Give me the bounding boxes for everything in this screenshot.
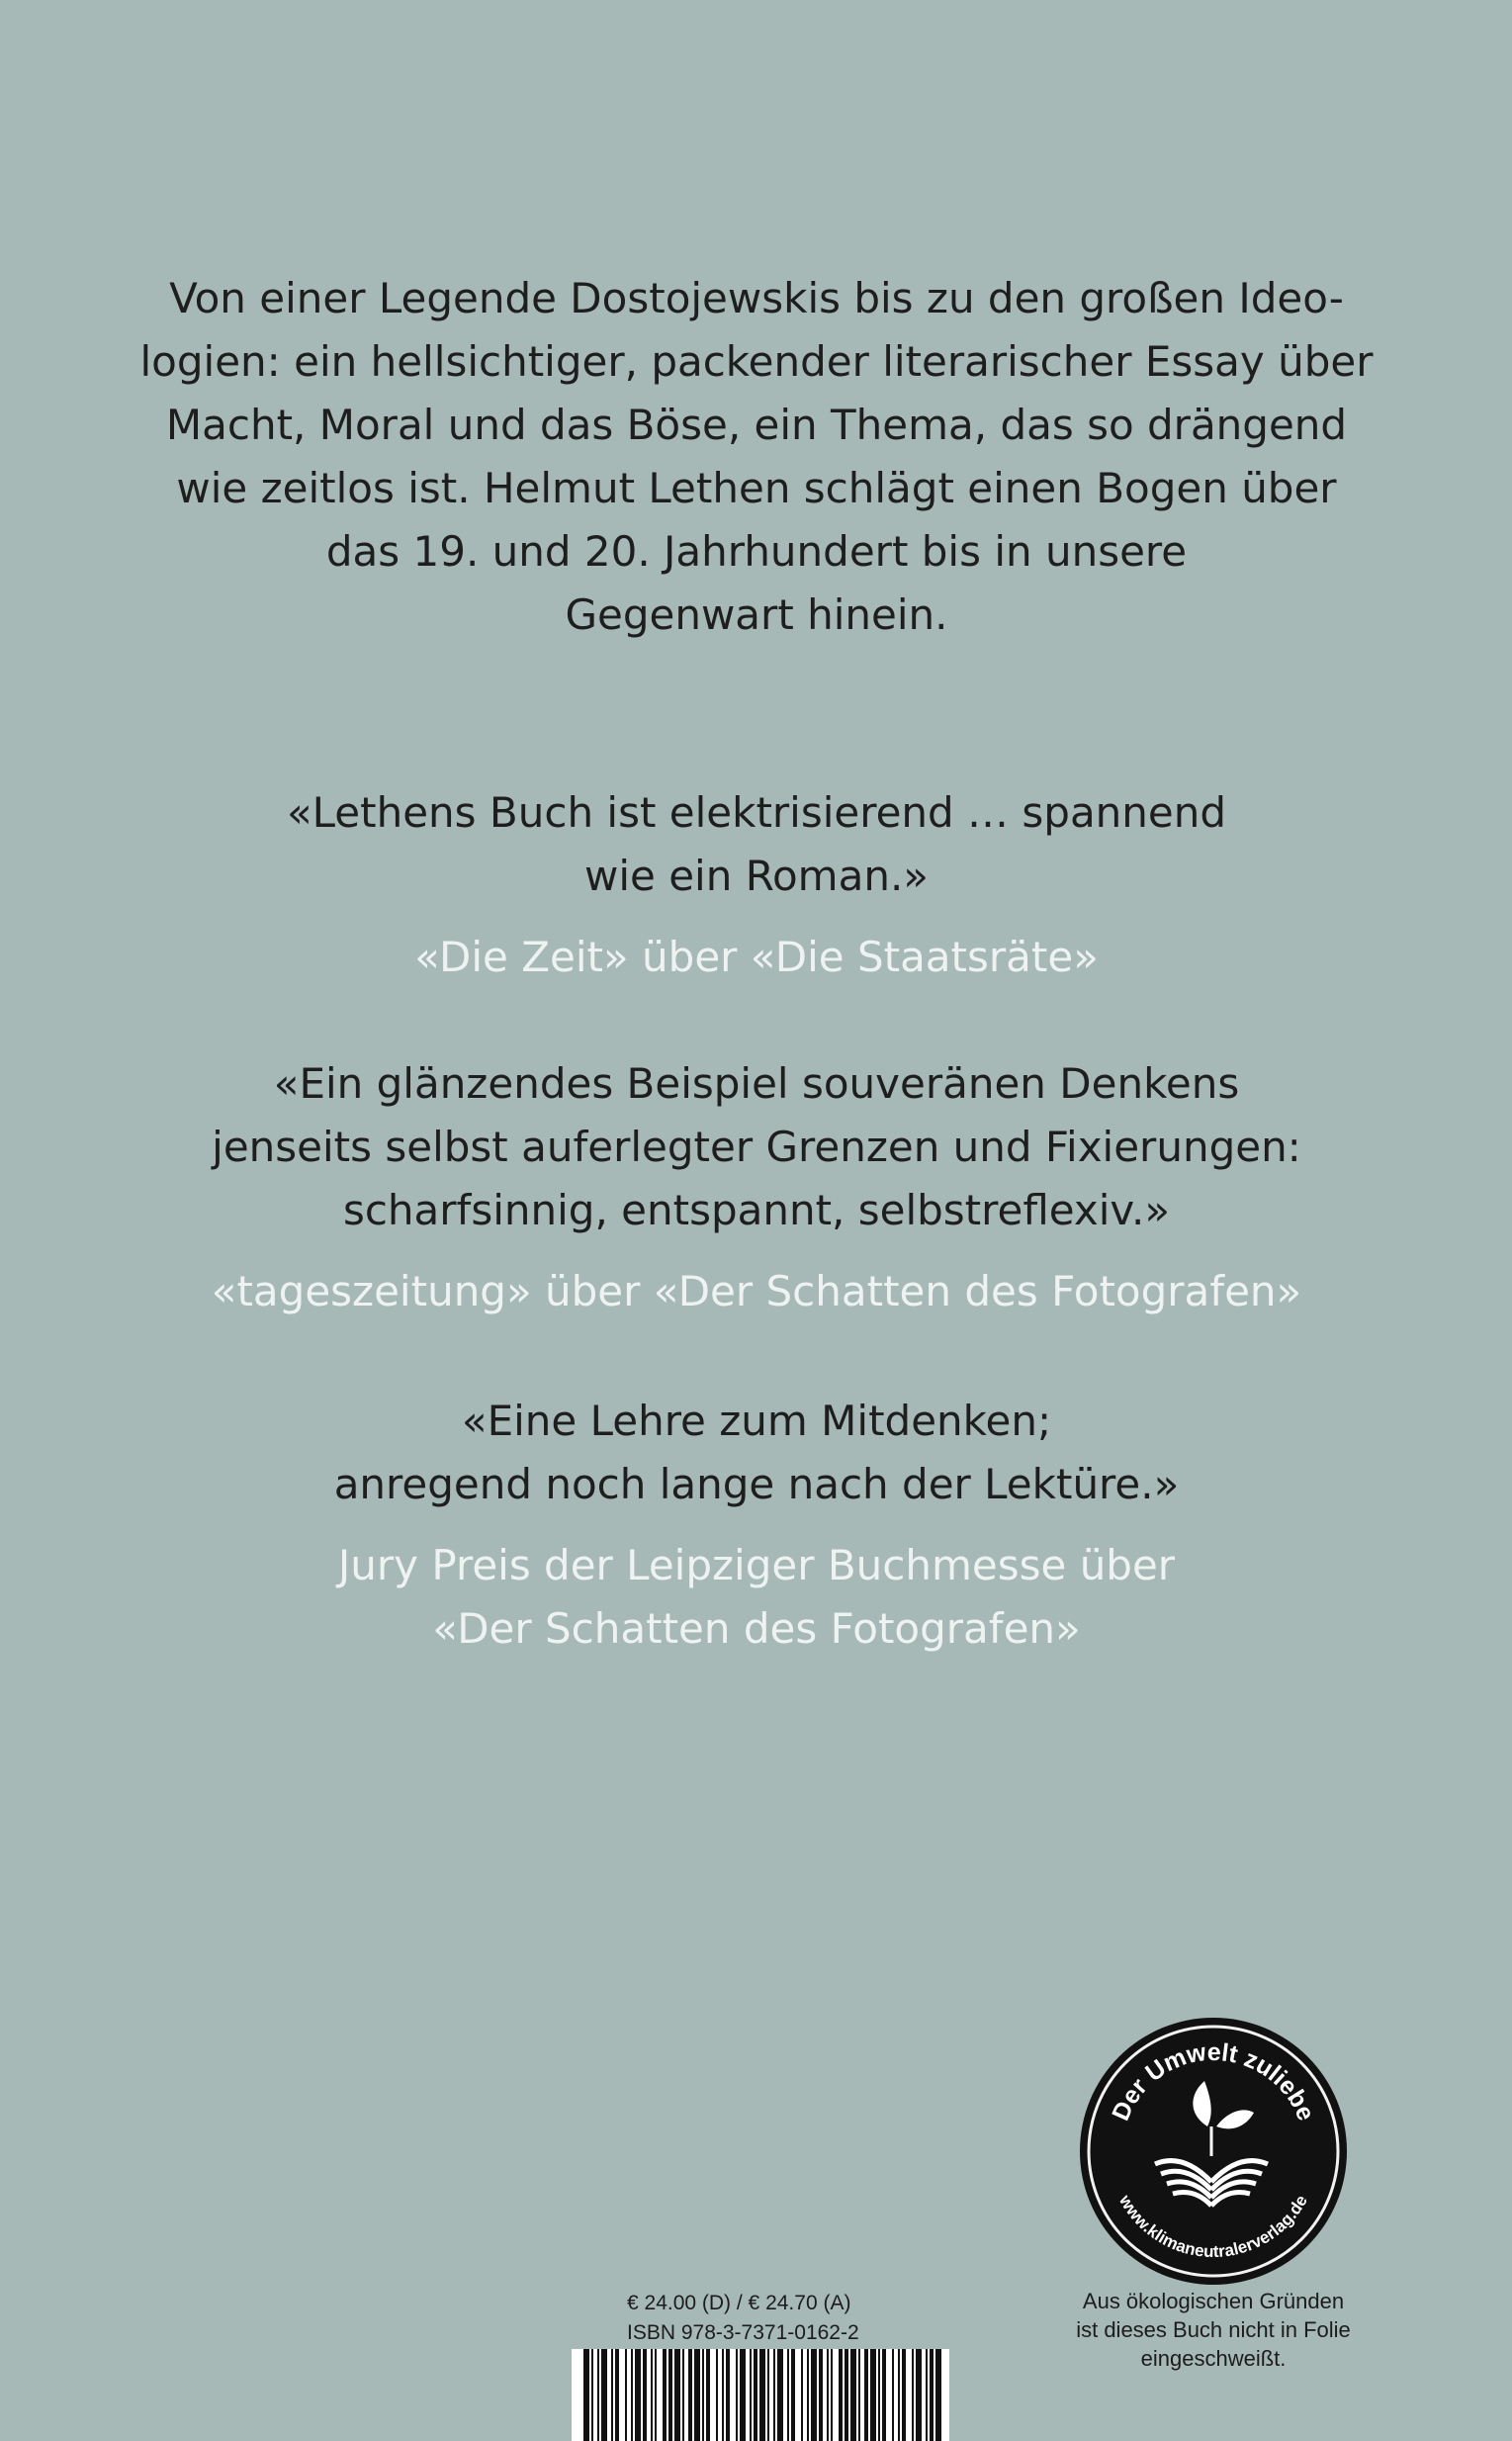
barcode-bar <box>935 2349 941 2441</box>
barcode-bar <box>864 2349 868 2441</box>
quote-line: anregend noch lange nach der Lektüre.» <box>333 1460 1180 1508</box>
barcode-bar <box>791 2349 795 2441</box>
barcode-bar <box>845 2349 848 2441</box>
eco-note-line: eingeschweißt. <box>1140 2346 1287 2371</box>
review-quote-taz <box>99 1052 1414 1323</box>
barcode-bar <box>898 2349 900 2441</box>
barcode-bars <box>572 2349 949 2441</box>
review-quote-leipzig <box>99 1390 1414 1661</box>
barcode-bar <box>882 2349 886 2441</box>
quote-source: Jury Preis der Leipziger Buchmesse über <box>337 1541 1176 1589</box>
barcode-bar <box>819 2349 823 2441</box>
barcode-bar <box>750 2349 752 2441</box>
seal-bottom-text: www.klimaneutralerverlag.de <box>1115 2192 1311 2262</box>
barcode-bar <box>807 2349 809 2441</box>
barcode-bar <box>674 2349 680 2441</box>
barcode-bar <box>858 2349 860 2441</box>
barcode-bar <box>663 2349 667 2441</box>
quote-line: «Ein glänzendes Beispiel souveränen Denkens <box>273 1059 1240 1108</box>
eco-note <box>1038 2287 1388 2373</box>
quote-line: «Eine Lehre zum Mitdenken; <box>461 1397 1052 1445</box>
barcode-bar <box>912 2349 914 2441</box>
eco-seal <box>1078 2016 1349 2287</box>
barcode <box>572 2349 949 2441</box>
barcode-bar <box>870 2349 876 2441</box>
barcode-bar <box>643 2349 647 2441</box>
blurb-line: Von einer Legende Dostojewskis bis zu den großen Ideo- <box>169 274 1344 322</box>
barcode-bar <box>668 2349 672 2441</box>
barcode-bar <box>850 2349 856 2441</box>
barcode-bar <box>651 2349 653 2441</box>
barcode-bar <box>597 2349 599 2441</box>
barcode-bar <box>726 2349 730 2441</box>
barcode-bar <box>902 2349 906 2441</box>
barcode-bar <box>682 2349 684 2441</box>
barcode-bar <box>801 2349 803 2441</box>
barcode-bar <box>831 2349 833 2441</box>
quote-line: scharfsinnig, entspannt, selbstreflexiv.» <box>342 1186 1171 1234</box>
barcode-bar <box>655 2349 657 2441</box>
barcode-bar <box>694 2349 700 2441</box>
barcode-bar <box>722 2349 724 2441</box>
barcode-bar <box>740 2349 746 2441</box>
price-info <box>627 2289 859 2348</box>
seal-top-text: Der Umwelt zuliebe <box>1107 2037 1320 2125</box>
blurb-text <box>129 267 1384 647</box>
blurb-line: logien: ein hellsichtiger, packender literarischer Essay über <box>139 337 1374 386</box>
blurb-line: wie zeitlos ist. Helmut Lethen schlägt einen Bogen über <box>176 464 1337 512</box>
quote-source: «tageszeitung» über «Der Schatten des Fotografen» <box>211 1267 1302 1315</box>
barcode-bar <box>611 2349 613 2441</box>
barcode-bar <box>635 2349 641 2441</box>
barcode-bar <box>625 2349 627 2441</box>
quote-line: jenseits selbst auferlegter Grenzen und Fixierungen: <box>212 1123 1301 1171</box>
blurb-line: Macht, Moral und das Böse, ein Thema, das so drängend <box>165 401 1348 449</box>
barcode-bar <box>916 2349 922 2441</box>
barcode-bar <box>615 2349 619 2441</box>
barcode-bar <box>767 2349 769 2441</box>
quote-source: «Der Schatten des Fotografen» <box>432 1604 1081 1653</box>
blurb-line: das 19. und 20. Jahrhundert bis in unsere <box>325 527 1188 576</box>
quote-source: «Die Zeit» über «Die Staatsräte» <box>414 933 1099 981</box>
price-line: € 24.00 (D) / € 24.70 (A) <box>627 2292 851 2314</box>
barcode-bar <box>688 2349 692 2441</box>
barcode-bar <box>926 2349 928 2441</box>
eco-note-line: ist dieses Buch nicht in Folie <box>1076 2317 1351 2342</box>
barcode-bar <box>787 2349 789 2441</box>
isbn-line: ISBN 978-3-7371-0162-2 <box>627 2321 859 2344</box>
barcode-bar <box>702 2349 704 2441</box>
barcode-bar <box>716 2349 718 2441</box>
review-quote-zeit <box>99 781 1414 989</box>
barcode-bar <box>811 2349 817 2441</box>
barcode-bar <box>878 2349 880 2441</box>
barcode-bar <box>631 2349 633 2441</box>
barcode-bar <box>601 2349 607 2441</box>
barcode-bar <box>736 2349 738 2441</box>
barcode-bar <box>583 2349 589 2441</box>
barcode-bar <box>706 2349 710 2441</box>
barcode-bar <box>827 2349 829 2441</box>
barcode-bar <box>839 2349 843 2441</box>
blurb-line: Gegenwart hinein. <box>565 590 948 639</box>
barcode-bar <box>892 2349 894 2441</box>
barcode-bar <box>773 2349 775 2441</box>
barcode-bar <box>591 2349 593 2441</box>
barcode-bar <box>777 2349 783 2441</box>
barcode-bar <box>754 2349 757 2441</box>
quote-line: «Lethens Buch ist elektrisierend … spannend <box>286 788 1227 837</box>
barcode-bar <box>759 2349 765 2441</box>
quote-line: wie ein Roman.» <box>584 852 929 900</box>
eco-note-line: Aus ökologischen Gründen <box>1082 2289 1345 2313</box>
barcode-bar <box>930 2349 934 2441</box>
